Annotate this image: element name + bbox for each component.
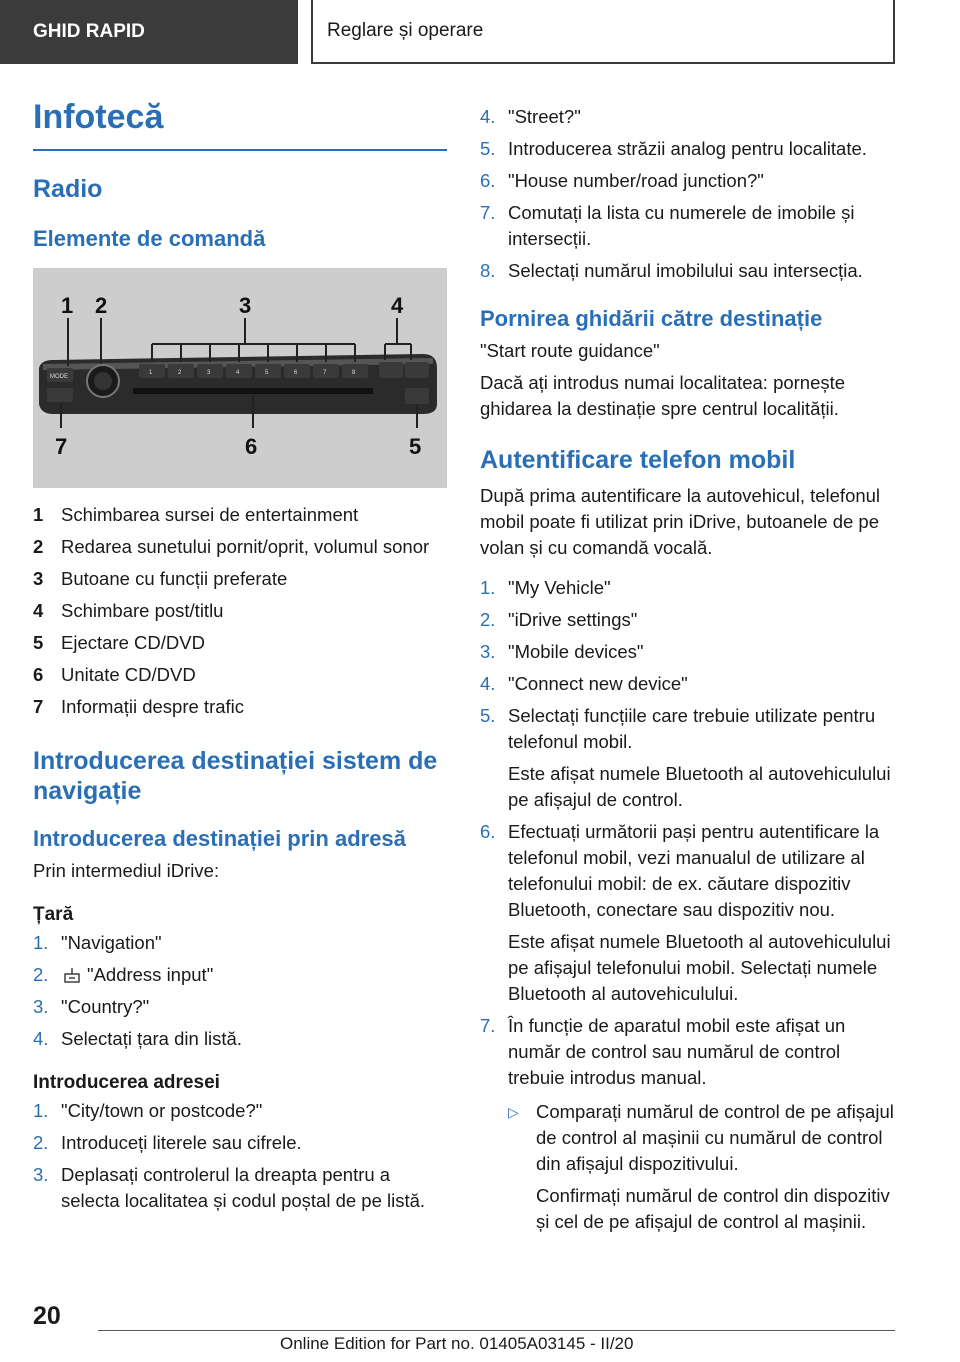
preset-7-text: 7 bbox=[323, 370, 327, 376]
address-input-icon bbox=[63, 967, 81, 983]
legend-item: 2 Redarea sunetului pornit/oprit, volumul sonor bbox=[33, 536, 430, 557]
country-steps bbox=[33, 930, 447, 1052]
address-steps-continued bbox=[480, 104, 900, 284]
list-item: 5. Selectați funcțiile care trebuie utilizate pentru telefonul mobil. Este afișat numele Bluetooth al autovehiculului pe afișajul de control. bbox=[480, 703, 900, 813]
guidance-heading: Pornirea ghidării către destinație bbox=[480, 306, 823, 331]
header-chapter-box bbox=[311, 0, 895, 64]
list-item: 3. Deplasați controlerul la dreapta pentru a selecta localitatea și codul poștal de pe listă. bbox=[33, 1164, 426, 1211]
preset-2-text: 2 bbox=[178, 370, 182, 376]
guidance-command: "Start route guidance" bbox=[480, 340, 660, 361]
callout-2: 2 bbox=[95, 293, 108, 318]
step-note: Este afișat numele Bluetooth al autovehiculului pe afișajul telefonului mobil. Selectați numele Bluetooth al autovehiculului. bbox=[508, 931, 891, 1004]
radio-panel-illustration bbox=[33, 268, 447, 488]
preset-1-text: 1 bbox=[149, 370, 153, 376]
bullet-item bbox=[508, 1099, 900, 1235]
legend-item: 5 Ejectare CD/DVD bbox=[33, 632, 205, 653]
address-steps bbox=[33, 1098, 447, 1214]
bullet-note: Confirmați numărul de control din dispozitiv și cel de pe afișajul de control al mașinii. bbox=[536, 1185, 890, 1232]
bullet-text: Comparați numărul de control de pe afișajul de control al mașinii cu numărul de control din afișajul dispozitivului. bbox=[536, 1101, 894, 1174]
footer-divider bbox=[98, 1330, 895, 1331]
triangle-bullet-icon: ▷ bbox=[508, 1104, 519, 1120]
phone-steps bbox=[480, 575, 900, 1235]
list-item: 7. În funcție de aparatul mobil este afișat un număr de control sau numărul de control trebuie introdus manual. ▷ Comparați numărul de control de pe afișajul de control al mașinii cu numărul de control din afișajul dispozitivului. Confirmați numărul de control din dispozitiv și cel de pe afișajul de control al mașinii. bbox=[480, 1013, 900, 1235]
list-item: 5. Introducerea străzii analog pentru localitate. bbox=[480, 138, 867, 159]
list-item: 3. "Mobile devices" bbox=[480, 641, 644, 662]
guidance-note: Dacă ați introdus numai localitatea: pornește ghidarea la destinație spre centrul localității. bbox=[480, 372, 846, 419]
figure-legend bbox=[33, 502, 447, 720]
preset-8-text: 8 bbox=[352, 370, 356, 376]
legend-item: 4 Schimbare post/titlu bbox=[33, 600, 224, 621]
header-section-label: GHID RAPID bbox=[33, 21, 145, 42]
callout-4: 4 bbox=[391, 293, 404, 318]
list-item: 8. Selectați numărul imobilului sau intersecția. bbox=[480, 260, 863, 281]
header-section-tab bbox=[0, 0, 298, 64]
controls-heading: Elemente de comandă bbox=[33, 226, 266, 251]
legend-item: 1 Schimbarea sursei de entertainment bbox=[33, 504, 359, 525]
address-steps-heading: Introducerea adresei bbox=[33, 1072, 220, 1093]
address-heading: Introducerea destinației prin adresă bbox=[33, 826, 406, 851]
legend-item: 6 Unitate CD/DVD bbox=[33, 664, 196, 685]
list-item: 3. "Country?" bbox=[33, 996, 150, 1017]
preset-5-text: 5 bbox=[265, 370, 269, 376]
left-column bbox=[33, 98, 447, 1220]
list-item: 7. Comutați la lista cu numerele de imobile și intersecții. bbox=[480, 202, 855, 249]
page-title: Infotecă bbox=[33, 98, 447, 151]
callout-3: 3 bbox=[239, 293, 252, 318]
radio-heading: Radio bbox=[33, 175, 103, 203]
list-item: 2. "iDrive settings" bbox=[480, 609, 638, 630]
list-item: 1. "Navigation" bbox=[33, 932, 162, 953]
list-item: 6. "House number/road junction?" bbox=[480, 170, 764, 191]
preset-4-text: 4 bbox=[236, 370, 240, 376]
list-item: 1. "My Vehicle" bbox=[480, 577, 611, 598]
preset-3-text: 3 bbox=[207, 370, 211, 376]
callout-6: 6 bbox=[245, 434, 258, 459]
list-item: 2. Introduceți literele sau cifrele. bbox=[33, 1132, 302, 1153]
preset-6-text: 6 bbox=[294, 370, 298, 376]
radio-controls-figure bbox=[33, 268, 447, 488]
footer-edition: Online Edition for Part no. 01405A03145 - II/20 bbox=[280, 1334, 634, 1353]
phone-intro: După prima autentificare la autovehicul, telefonul mobil poate fi utilizat prin iDrive, butoanele de pe volan și cu comandă vocală. bbox=[480, 485, 881, 558]
list-item: 4. Selectați țara din listă. bbox=[33, 1028, 242, 1049]
country-heading: Țară bbox=[33, 904, 74, 925]
header-chapter-label: Reglare și operare bbox=[327, 20, 484, 41]
callout-7: 7 bbox=[55, 434, 68, 459]
phone-heading: Autentificare telefon mobil bbox=[480, 446, 796, 474]
mode-button-text: MODE bbox=[50, 374, 68, 380]
callout-5: 5 bbox=[409, 434, 422, 459]
page-number: 20 bbox=[33, 1302, 61, 1330]
list-item: 2. "Address input" bbox=[33, 964, 214, 985]
address-intro: Prin intermediul iDrive: bbox=[33, 860, 220, 881]
list-item: 4. "Street?" bbox=[480, 106, 581, 127]
right-column bbox=[480, 104, 900, 1241]
legend-item: 7 Informații despre trafic bbox=[33, 696, 245, 717]
list-item: 6. Efectuați următorii pași pentru autentificare la telefonul mobil, vezi manualul de utilizare al telefonului mobil: de ex. căutare dispozitiv Bluetooth, conectare sau dispozitiv nou. Este afișat numele Bluetooth al autovehiculului pe afișajul telefonului mobil. Selectați numele Bluetooth al autovehiculului. bbox=[480, 819, 900, 1007]
list-item: 1. "City/town or postcode?" bbox=[33, 1100, 263, 1121]
callout-1: 1 bbox=[61, 293, 74, 318]
nav-heading: Introducerea destinației sistem de navigație bbox=[33, 747, 438, 805]
list-item: 4. "Connect new device" bbox=[480, 673, 688, 694]
step-note: Este afișat numele Bluetooth al autovehiculului pe afișajul de control. bbox=[508, 763, 891, 810]
legend-item: 3 Butoane cu funcții preferate bbox=[33, 568, 288, 589]
